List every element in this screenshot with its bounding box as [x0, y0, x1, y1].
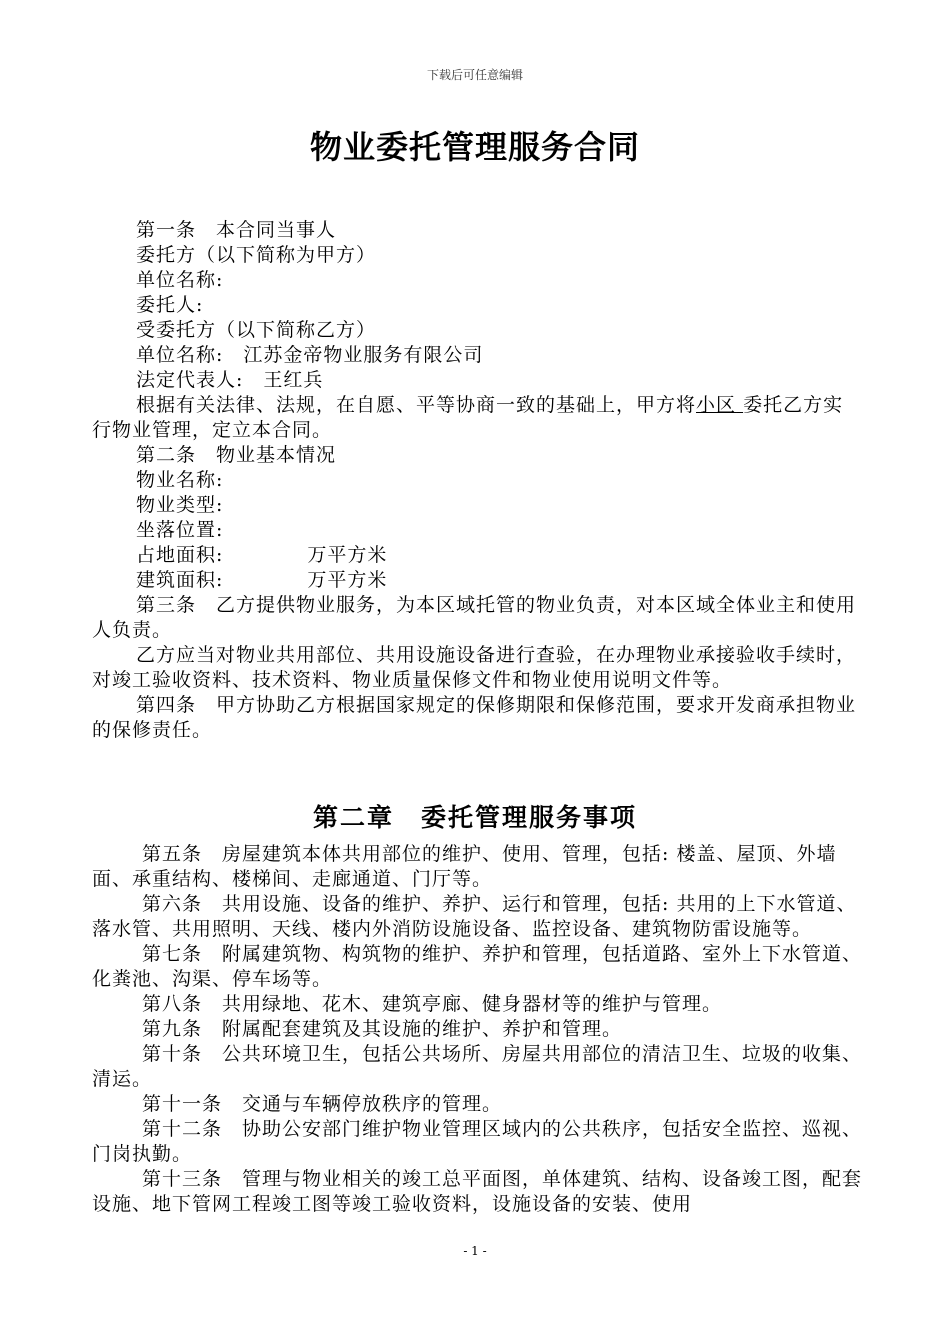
article-2-heading: 第二条 物业基本情况	[136, 444, 337, 466]
principal-unit-name: 单位名称:	[136, 269, 224, 291]
article-11: 第十一条 交通与车辆停放秩序的管理。	[142, 1093, 503, 1115]
building-area-label: 建筑面积:	[136, 569, 224, 591]
basis-text: 根据有关法律、法规，在自愿、平等协商一致的基础上，甲方将	[136, 394, 697, 416]
property-type: 物业类型:	[136, 494, 224, 516]
community-name-blank: 小区	[696, 394, 737, 416]
article-7: 第七条 附属建筑物、构筑物的维护、养护和管理，包括道路、室外上下水管道、化粪池、沟渠、停车场等。	[92, 943, 863, 990]
land-area-label: 占地面积:	[136, 544, 224, 566]
article-4: 第四条 甲方协助乙方根据国家规定的保修期限和保修范围，要求开发商承担物业的保修责任。	[92, 694, 857, 741]
article-12: 第十二条 协助公安部门维护物业管理区域内的公共秩序，包括安全监控、巡视、门岗执勤。	[92, 1118, 863, 1165]
article-3: 第三条 乙方提供物业服务，为本区域托管的物业负责，对本区域全体业主和使用人负责。	[92, 594, 857, 641]
principal-label: 委托方（以下简称为甲方）	[136, 244, 377, 266]
page-number: - 1 -	[463, 1244, 487, 1258]
article-10: 第十条 公共环境卫生，包括公共场所、房屋共用部位的清洁卫生、垃圾的收集、清运。	[92, 1043, 863, 1090]
chapter-2-title: 第二章 委托管理服务事项	[312, 803, 637, 832]
article-13: 第十三条 管理与物业相关的竣工总平面图，单体建筑、结构、设备竣工图，配套设施、地下管网工程竣工图等竣工验收资料，设施设备的安装、使用	[92, 1168, 863, 1215]
property-name: 物业名称:	[136, 469, 224, 491]
basis-paragraph	[92, 393, 862, 443]
agent-unit-name: 单位名称: 江苏金帝物业服务有限公司	[136, 344, 484, 366]
article-3-inspection: 乙方应当对物业共用部位、共用设施设备进行查验，在办理物业承接验收手续时，对竣工验收资料、技术资料、物业质量保修文件和物业使用说明文件等。	[92, 644, 857, 691]
article-5: 第五条 房屋建筑本体共用部位的维护、使用、管理，包括: 楼盖、屋顶、外墙面、承重结构、楼梯间、走廊通道、门厅等。	[92, 843, 837, 890]
principal-person: 委托人:	[136, 294, 204, 316]
land-area	[92, 543, 862, 568]
building-area	[92, 568, 862, 593]
building-area-unit: 万平方米	[307, 569, 388, 591]
agent-label: 受委托方（以下简称乙方）	[136, 319, 377, 341]
article-9: 第九条 附属配套建筑及其设施的维护、养护和管理。	[142, 1018, 623, 1040]
basis-text-continued: 委托乙方实行物业管理，定立本合同。	[92, 394, 844, 441]
article-8: 第八条 共用绿地、花木、建筑亭廊、健身器材等的维护与管理。	[142, 993, 723, 1015]
document-title: 物业委托管理服务合同	[309, 128, 640, 166]
article-1-heading: 第一条 本合同当事人	[136, 219, 337, 241]
section-service-items	[92, 842, 862, 1217]
legal-representative: 法定代表人: 王红兵	[136, 369, 324, 391]
land-area-unit: 万平方米	[307, 544, 388, 566]
header-note: 下载后可任意编辑	[426, 68, 523, 82]
section-parties-and-property	[92, 218, 862, 743]
article-6: 第六条 共用设施、设备的维护、养护、运行和管理，包括: 共用的上下水管道、落水管、共用照明、天线、楼内外消防设施设备、监控设备、建筑物防雷设施等。	[92, 893, 857, 940]
property-location: 坐落位置:	[136, 519, 224, 541]
